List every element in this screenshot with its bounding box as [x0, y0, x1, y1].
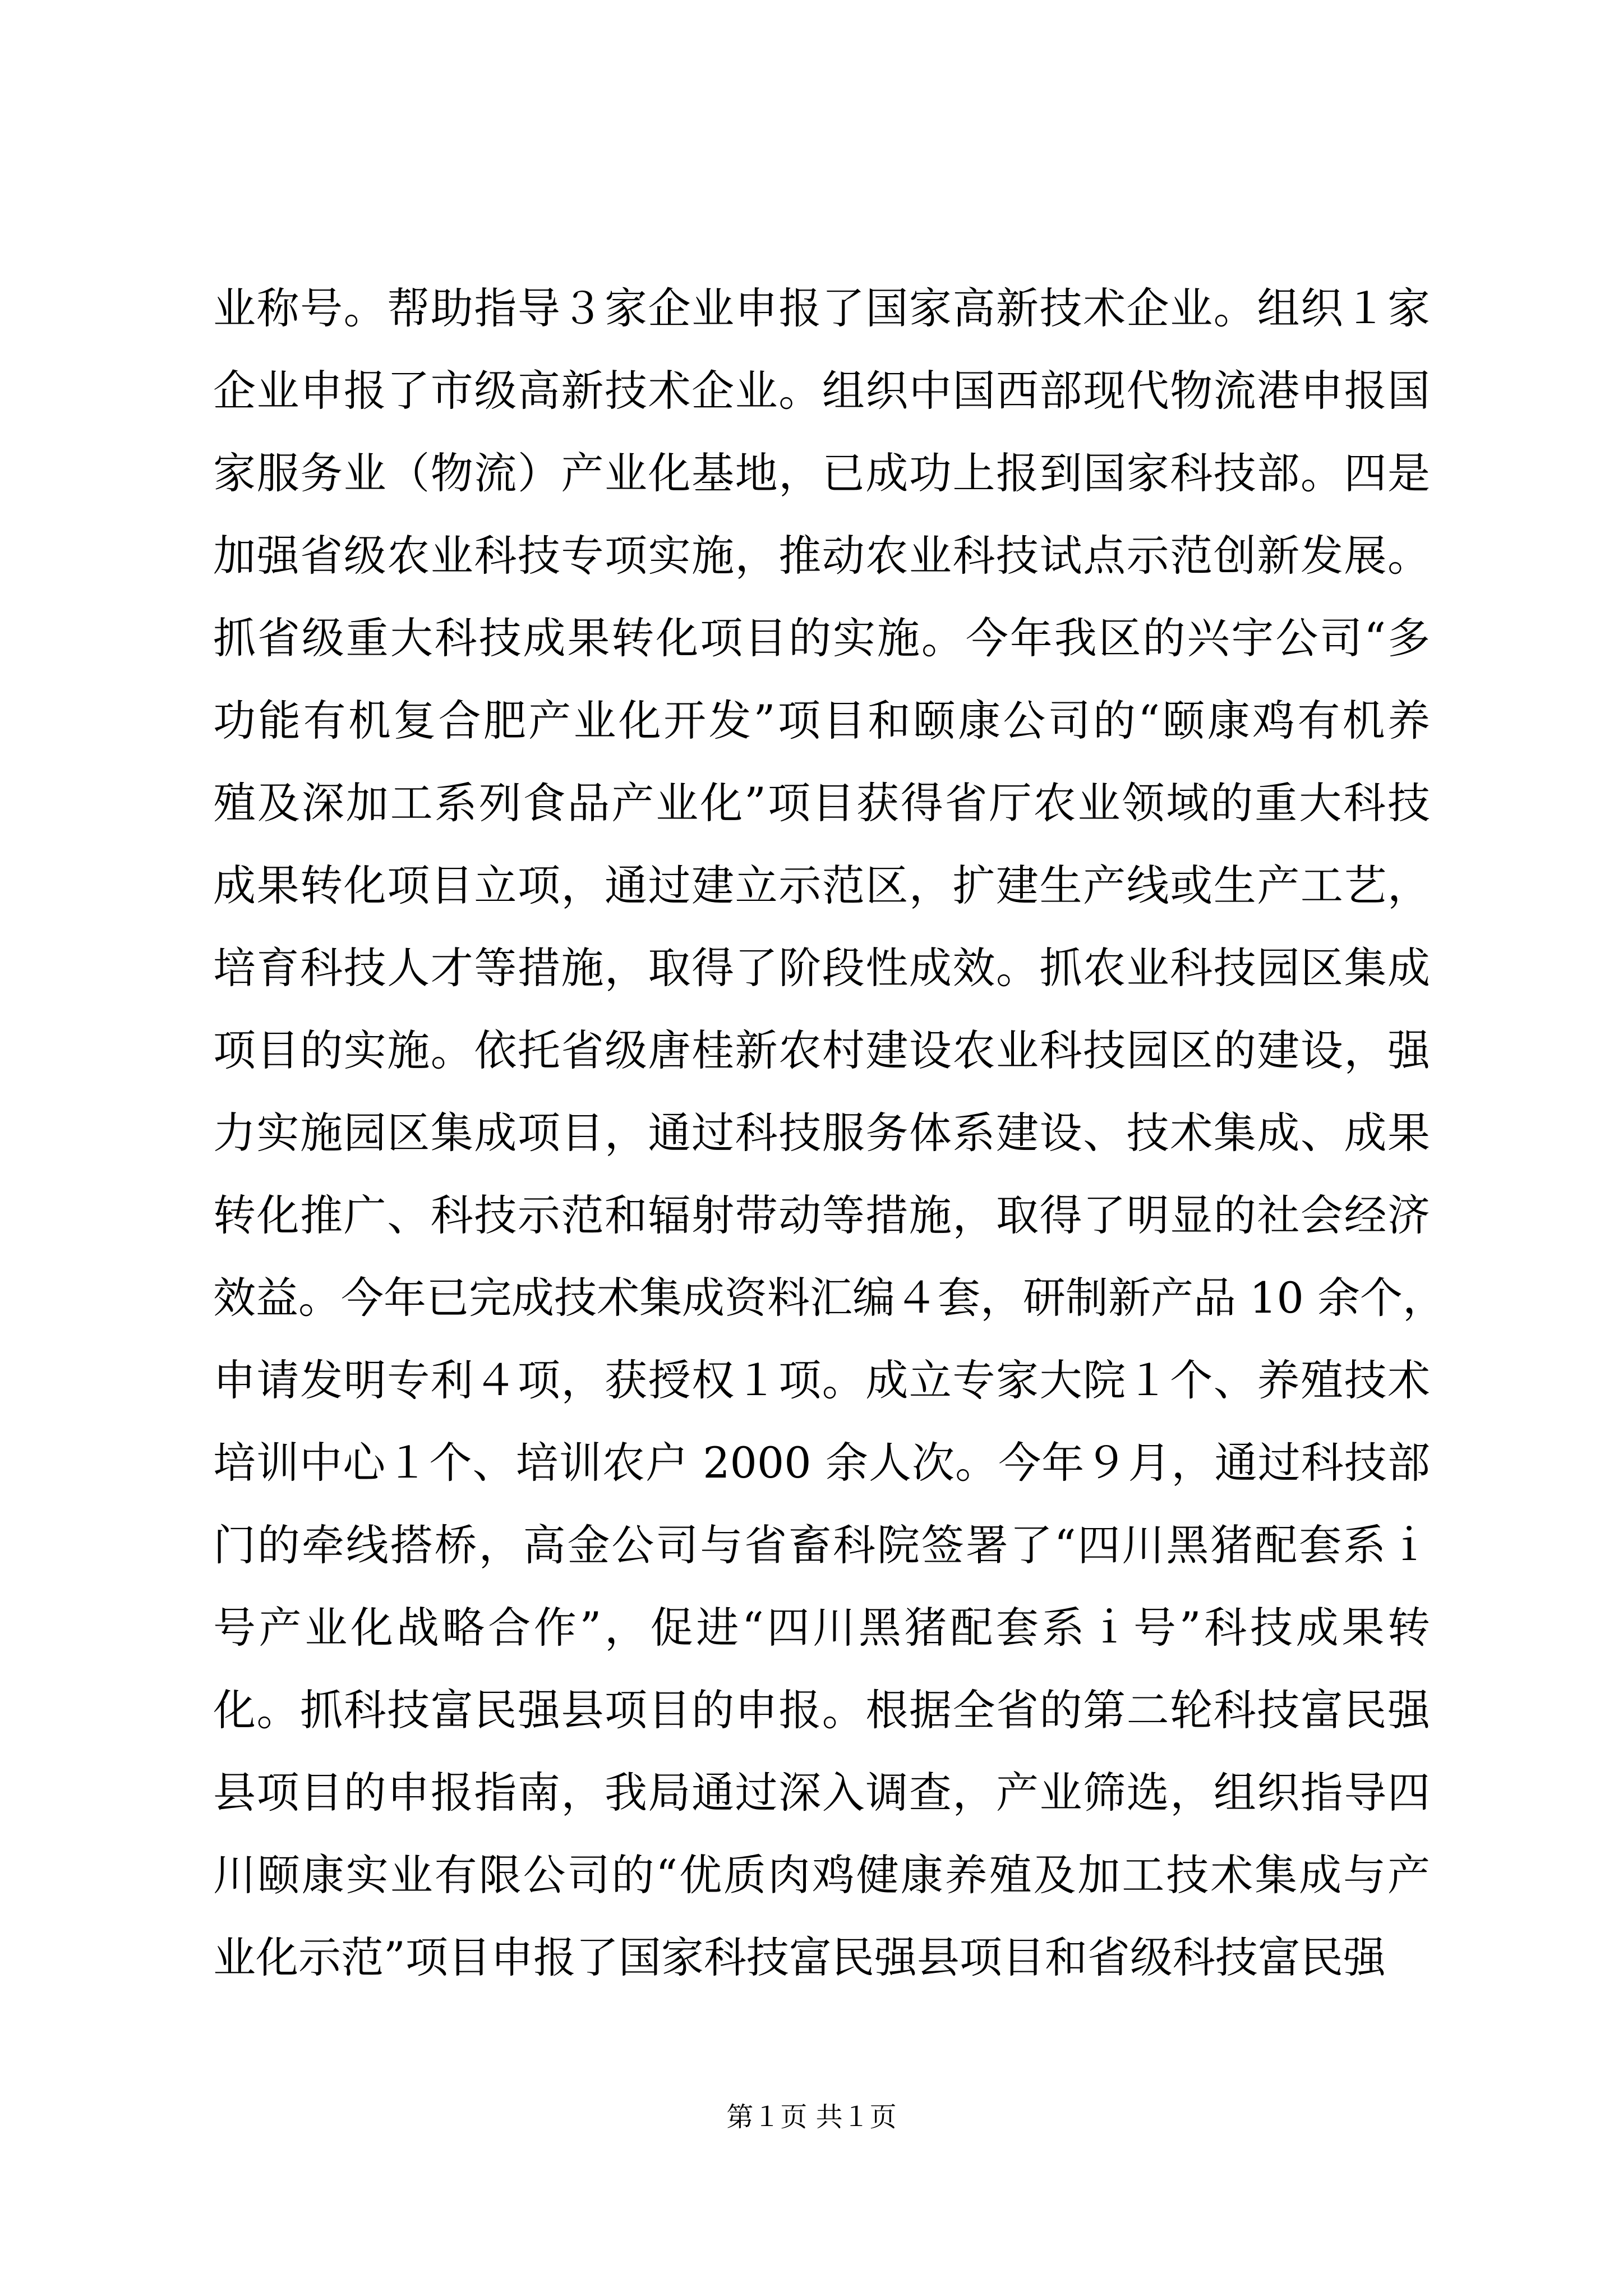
text-line: 力实施园区集成项目，通过科技服务体系建设、技术集成、成果	[213, 1108, 1430, 1158]
text-line: 殖及深加工系列食品产业化”项目获得省厅农业领域的重大科技	[213, 778, 1430, 828]
text-line: 门的牵线搭桥，高金公司与省畜科院签署了“四川黑猪配套系ｉ	[213, 1520, 1430, 1570]
text-line: 川颐康实业有限公司的“优质肉鸡健康养殖及加工技术集成与产	[213, 1850, 1430, 1900]
text-line: 转化推广、科技示范和辐射带动等措施，取得了明显的社会经济	[213, 1190, 1430, 1240]
text-line: 申请发明专利４项，获授权１项。成立专家大院１个、养殖技术	[213, 1355, 1430, 1405]
text-line: 功能有机复合肥产业化开发”项目和颐康公司的“颐康鸡有机养	[213, 696, 1430, 746]
text-line: 县项目的申报指南，我局通过深入调查，产业筛选，组织指导四	[213, 1768, 1430, 1818]
text-line: 抓省级重大科技成果转化项目的实施。今年我区的兴宇公司“多	[213, 613, 1430, 663]
body-text	[213, 267, 1446, 1999]
text-line: 业化示范”项目申报了国家科技富民强县项目和省级科技富民强	[213, 1932, 1386, 1982]
text-line: 加强省级农业科技专项实施，推动农业科技试点示范创新发展。	[213, 531, 1430, 581]
text-line: 培训中心１个、培训农户 2000 余人次。今年９月，通过科技部	[213, 1438, 1430, 1488]
page-footer: 第１页 共１页	[726, 2101, 897, 2133]
text-line: 号产业化战略合作”，促进“四川黑猪配套系ｉ号”科技成果转	[213, 1603, 1430, 1653]
text-line: 企业申报了市级高新技术企业。组织中国西部现代物流港申报国	[213, 366, 1430, 416]
text-line: 化。抓科技富民强县项目的申报。根据全省的第二轮科技富民强	[213, 1685, 1430, 1735]
text-line: 成果转化项目立项，通过建立示范区，扩建生产线或生产工艺，	[213, 861, 1430, 910]
text-line: 家服务业（物流）产业化基地，已成功上报到国家科技部。四是	[213, 448, 1430, 498]
text-line: 项目的实施。依托省级唐桂新农村建设农业科技园区的建设，强	[213, 1025, 1430, 1075]
text-line: 培育科技人才等措施，取得了阶段性成效。抓农业科技园区集成	[213, 943, 1430, 993]
text-line: 业称号。帮助指导３家企业申报了国家高新技术企业。组织１家	[213, 283, 1430, 333]
text-line: 效益。今年已完成技术集成资料汇编４套，研制新产品 10 余个，	[213, 1273, 1446, 1323]
